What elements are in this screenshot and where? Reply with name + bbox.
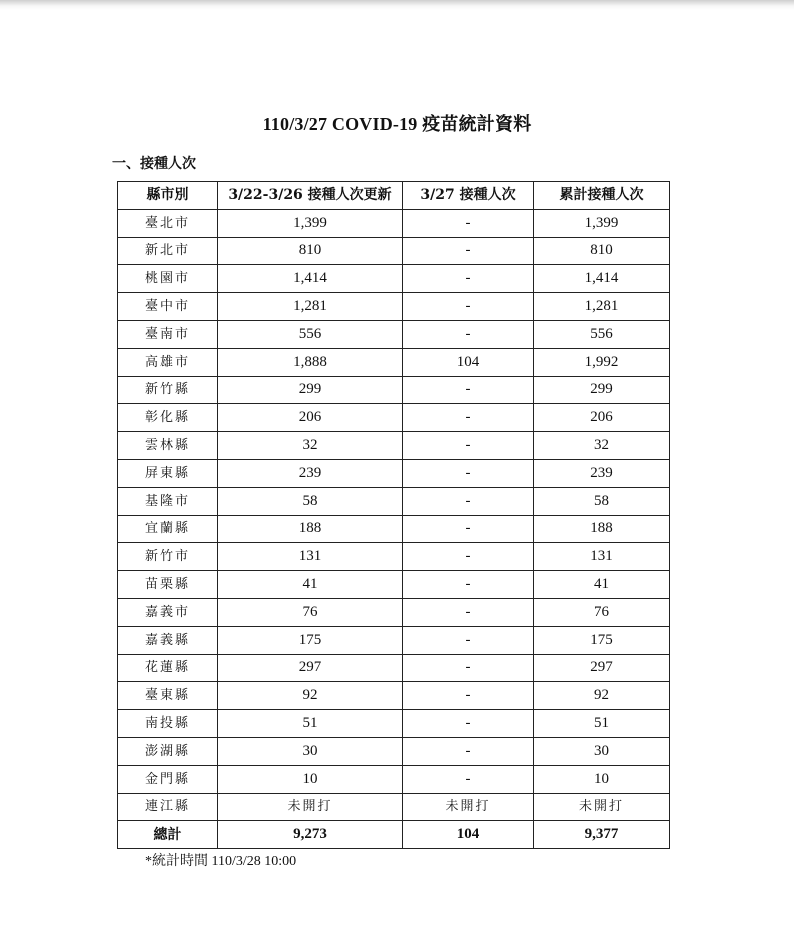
- county-cell: 臺南市: [118, 320, 218, 348]
- daily-count-cell: -: [403, 543, 534, 571]
- vaccination-table: [117, 181, 670, 849]
- table-row: [118, 293, 670, 321]
- county-cell: 苗栗縣: [118, 571, 218, 599]
- daily-count-cell: -: [403, 710, 534, 738]
- county-cell: 臺東縣: [118, 682, 218, 710]
- daily-count-cell: -: [403, 765, 534, 793]
- cumulative-cell: 92: [534, 682, 670, 710]
- county-cell: 基隆市: [118, 487, 218, 515]
- table-row: [118, 237, 670, 265]
- cumulative-cell: 30: [534, 737, 670, 765]
- cumulative-cell: 1,399: [534, 209, 670, 237]
- total-daily-count: 104: [403, 821, 534, 849]
- daily-count-cell: -: [403, 459, 534, 487]
- cumulative-cell: 556: [534, 320, 670, 348]
- table-row: [118, 487, 670, 515]
- cumulative-cell: 1,281: [534, 293, 670, 321]
- period-update-cell: 58: [218, 487, 403, 515]
- total-label: 總計: [118, 821, 218, 849]
- period-update-cell: 1,281: [218, 293, 403, 321]
- table-row: [118, 737, 670, 765]
- county-cell: 臺中市: [118, 293, 218, 321]
- county-cell: 宜蘭縣: [118, 515, 218, 543]
- total-row: [118, 821, 670, 849]
- cumulative-cell: 32: [534, 432, 670, 460]
- table-row: [118, 654, 670, 682]
- table-row: [118, 793, 670, 821]
- county-cell: 嘉義市: [118, 598, 218, 626]
- period-update-cell: 131: [218, 543, 403, 571]
- table-row: [118, 459, 670, 487]
- daily-count-cell: -: [403, 737, 534, 765]
- daily-count-cell: -: [403, 209, 534, 237]
- county-cell: 澎湖縣: [118, 737, 218, 765]
- daily-count-cell: -: [403, 626, 534, 654]
- header-cumulative: 累計接種人次: [534, 182, 670, 210]
- table-row: [118, 682, 670, 710]
- cumulative-cell: 206: [534, 404, 670, 432]
- period-update-cell: 556: [218, 320, 403, 348]
- daily-count-cell: -: [403, 376, 534, 404]
- header-county: 縣市別: [118, 182, 218, 210]
- total-cumulative: 9,377: [534, 821, 670, 849]
- period-update-cell: 41: [218, 571, 403, 599]
- document-title: 110/3/27 COVID-19 疫苗統計資料: [262, 114, 532, 134]
- period-update-cell: 76: [218, 598, 403, 626]
- period-update-cell: 1,888: [218, 348, 403, 376]
- daily-count-cell: -: [403, 265, 534, 293]
- table-header-row: [118, 182, 670, 210]
- table-row: [118, 376, 670, 404]
- section-heading: 一、接種人次: [112, 156, 196, 172]
- header-daily-count: 3/27 接種人次: [403, 182, 534, 210]
- daily-count-cell: 104: [403, 348, 534, 376]
- county-cell: 南投縣: [118, 710, 218, 738]
- county-cell: 新竹市: [118, 543, 218, 571]
- table-row: [118, 348, 670, 376]
- cumulative-cell: 1,992: [534, 348, 670, 376]
- county-cell: 桃園市: [118, 265, 218, 293]
- period-update-cell: 299: [218, 376, 403, 404]
- period-update-cell: 188: [218, 515, 403, 543]
- cumulative-cell: 76: [534, 598, 670, 626]
- period-update-cell: 1,414: [218, 265, 403, 293]
- county-cell: 高雄市: [118, 348, 218, 376]
- daily-count-cell: -: [403, 515, 534, 543]
- county-cell: 新竹縣: [118, 376, 218, 404]
- total-period-update: 9,273: [218, 821, 403, 849]
- period-update-cell: 206: [218, 404, 403, 432]
- period-update-cell: 30: [218, 737, 403, 765]
- county-cell: 花蓮縣: [118, 654, 218, 682]
- table-row: [118, 626, 670, 654]
- daily-count-cell: -: [403, 571, 534, 599]
- cumulative-cell: 58: [534, 487, 670, 515]
- period-update-cell: 32: [218, 432, 403, 460]
- table-row: [118, 598, 670, 626]
- daily-count-cell: -: [403, 237, 534, 265]
- period-update-cell: 10: [218, 765, 403, 793]
- header-period-update: 3/22-3/26 接種人次更新: [218, 182, 403, 210]
- daily-count-cell: -: [403, 404, 534, 432]
- cumulative-cell: 239: [534, 459, 670, 487]
- daily-count-cell: -: [403, 654, 534, 682]
- period-update-cell: 297: [218, 654, 403, 682]
- daily-count-cell: -: [403, 432, 534, 460]
- period-update-cell: 175: [218, 626, 403, 654]
- table-row: [118, 265, 670, 293]
- county-cell: 雲林縣: [118, 432, 218, 460]
- county-cell: 金門縣: [118, 765, 218, 793]
- county-cell: 新北市: [118, 237, 218, 265]
- period-update-cell: 未開打: [218, 793, 403, 821]
- cumulative-cell: 51: [534, 710, 670, 738]
- table-row: [118, 320, 670, 348]
- table-row: [118, 543, 670, 571]
- county-cell: 屏東縣: [118, 459, 218, 487]
- table-row: [118, 515, 670, 543]
- cumulative-cell: 175: [534, 626, 670, 654]
- cumulative-cell: 188: [534, 515, 670, 543]
- period-update-cell: 810: [218, 237, 403, 265]
- daily-count-cell: 未開打: [403, 793, 534, 821]
- period-update-cell: 1,399: [218, 209, 403, 237]
- period-update-cell: 51: [218, 710, 403, 738]
- daily-count-cell: -: [403, 598, 534, 626]
- daily-count-cell: -: [403, 320, 534, 348]
- table-row: [118, 765, 670, 793]
- cumulative-cell: 41: [534, 571, 670, 599]
- daily-count-cell: -: [403, 487, 534, 515]
- statistics-timestamp-note: *統計時間 110/3/28 10:00: [145, 854, 297, 869]
- table-row: [118, 209, 670, 237]
- daily-count-cell: -: [403, 293, 534, 321]
- county-cell: 連江縣: [118, 793, 218, 821]
- table-row: [118, 432, 670, 460]
- table-row: [118, 710, 670, 738]
- county-cell: 嘉義縣: [118, 626, 218, 654]
- period-update-cell: 239: [218, 459, 403, 487]
- county-cell: 彰化縣: [118, 404, 218, 432]
- cumulative-cell: 1,414: [534, 265, 670, 293]
- cumulative-cell: 297: [534, 654, 670, 682]
- cumulative-cell: 131: [534, 543, 670, 571]
- cumulative-cell: 未開打: [534, 793, 670, 821]
- daily-count-cell: -: [403, 682, 534, 710]
- table-row: [118, 404, 670, 432]
- period-update-cell: 92: [218, 682, 403, 710]
- cumulative-cell: 10: [534, 765, 670, 793]
- viewer-top-shadow: [0, 0, 794, 10]
- cumulative-cell: 299: [534, 376, 670, 404]
- county-cell: 臺北市: [118, 209, 218, 237]
- table-row: [118, 571, 670, 599]
- cumulative-cell: 810: [534, 237, 670, 265]
